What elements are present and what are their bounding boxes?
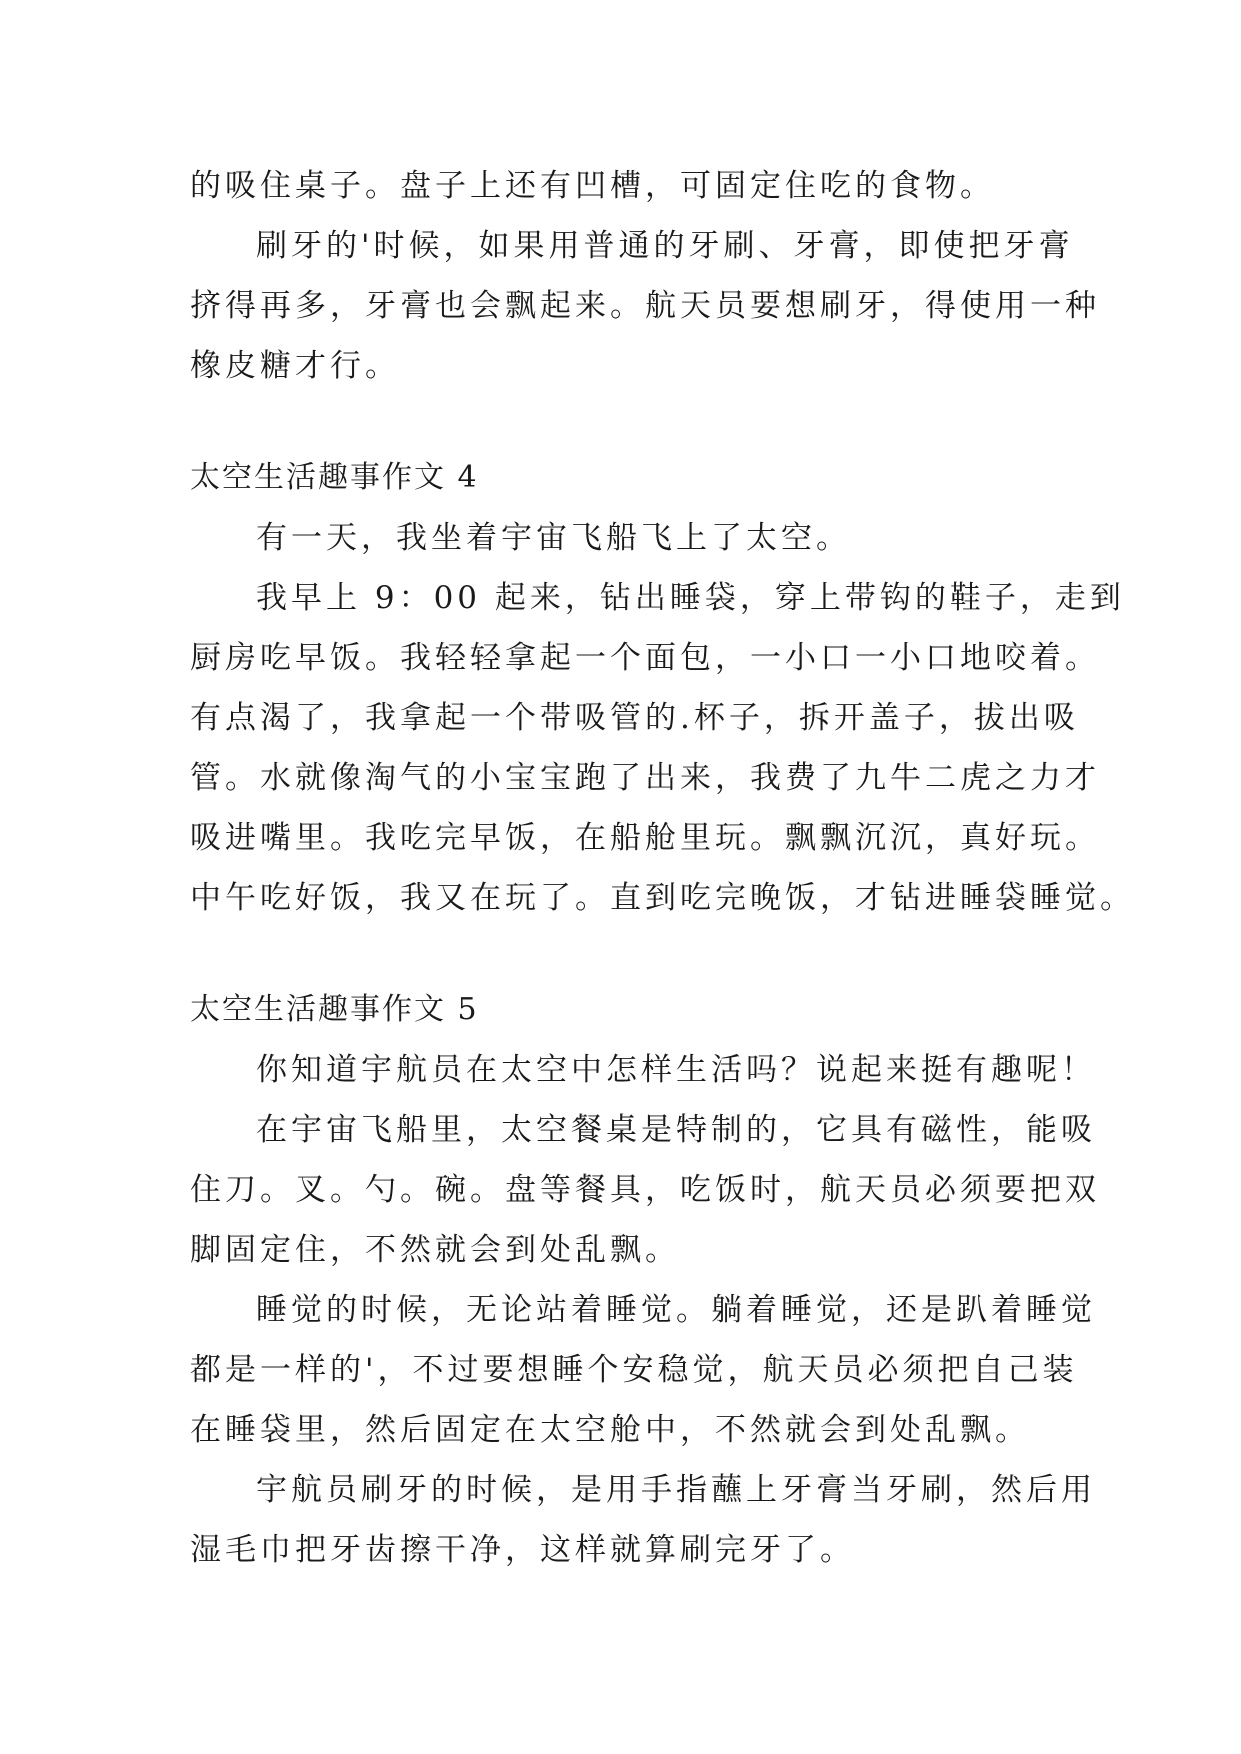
paragraph-line: 的吸住桌子。盘子上还有凹槽，可固定住吃的食物。 bbox=[190, 168, 995, 204]
paragraph-line: 脚固定住，不然就会到处乱飘。 bbox=[190, 1232, 680, 1268]
paragraph-line: 宇航员刷牙的时候，是用手指蘸上牙膏当牙刷，然后用 bbox=[256, 1472, 1096, 1508]
paragraph-line: 有一天，我坐着宇宙飞船飞上了太空。 bbox=[256, 520, 851, 556]
paragraph-line: 在宇宙飞船里，太空餐桌是特制的，它具有磁性，能吸 bbox=[256, 1112, 1096, 1148]
paragraph-line: 橡皮糖才行。 bbox=[190, 348, 400, 384]
paragraph-line: 刷牙的'时候，如果用普通的牙刷、牙膏，即使把牙膏 bbox=[256, 228, 1074, 264]
essay-heading: 太空生活趣事作文 4 bbox=[190, 460, 479, 495]
paragraph-line: 厨房吃早饭。我轻轻拿起一个面包，一小口一小口地咬着。 bbox=[190, 640, 1100, 676]
paragraph-line: 管。水就像淘气的小宝宝跑了出来，我费了九牛二虎之力才 bbox=[190, 760, 1100, 796]
paragraph-line: 都是一样的'，不过要想睡个安稳觉，航天员必须把自己装 bbox=[190, 1352, 1078, 1388]
paragraph-line: 湿毛巾把牙齿擦干净，这样就算刷完牙了。 bbox=[190, 1532, 855, 1568]
paragraph-line: 住刀。叉。勺。碗。盘等餐具，吃饭时，航天员必须要把双 bbox=[190, 1172, 1100, 1208]
paragraph-line: 在睡袋里，然后固定在太空舱中，不然就会到处乱飘。 bbox=[190, 1412, 1030, 1448]
paragraph-line: 有点渴了，我拿起一个带吸管的.杯子，拆开盖子，拔出吸 bbox=[190, 700, 1079, 736]
paragraph-line: 我早上 9：00 起来，钻出睡袋，穿上带钩的鞋子，走到 bbox=[256, 580, 1125, 616]
essay-heading: 太空生活趣事作文 5 bbox=[190, 992, 479, 1027]
paragraph-line: 中午吃好饭，我又在玩了。直到吃完晚饭，才钻进睡袋睡觉。 bbox=[190, 880, 1135, 916]
paragraph-line: 吸进嘴里。我吃完早饭，在船舱里玩。飘飘沉沉，真好玩。 bbox=[190, 820, 1100, 856]
paragraph-line: 你知道宇航员在太空中怎样生活吗？说起来挺有趣呢！ bbox=[256, 1052, 1096, 1088]
paragraph-line: 挤得再多，牙膏也会飘起来。航天员要想刷牙，得使用一种 bbox=[190, 288, 1100, 324]
paragraph-line: 睡觉的时候，无论站着睡觉。躺着睡觉，还是趴着睡觉 bbox=[256, 1292, 1096, 1328]
